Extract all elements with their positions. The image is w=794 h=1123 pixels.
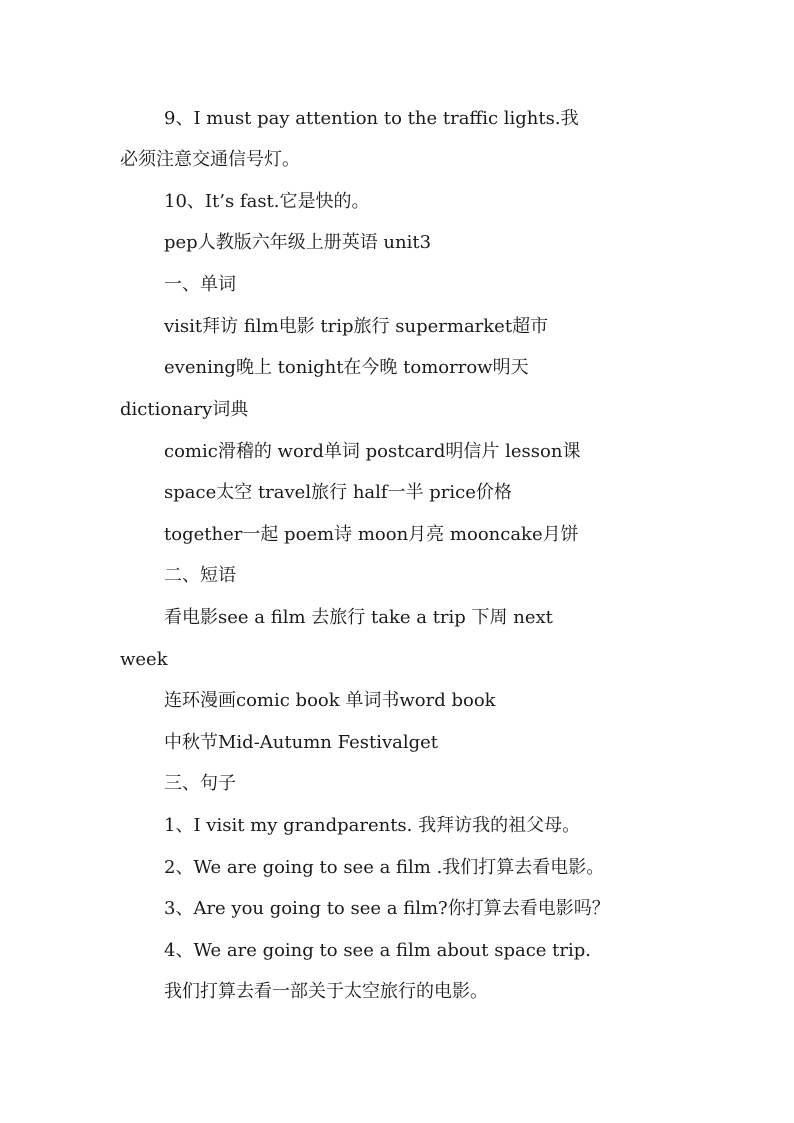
text-line: 9、I must pay attention to the traffic lights.我: [164, 108, 579, 129]
section-heading: 二、短语: [164, 565, 236, 586]
text-line: 3、Are you going to see a film?你打算去看电影吗？: [164, 898, 610, 919]
text-line: 看电影see a film 去旅行 take a trip 下周 next: [164, 607, 553, 628]
text-line: together一起 poem诗 moon月亮 mooncake月饼: [164, 524, 579, 545]
text-line: week: [120, 649, 168, 670]
text-line: visit拜访 film电影 trip旅行 supermarket超市: [164, 316, 549, 337]
section-heading: 三、句子: [164, 773, 236, 794]
text-line: 4、We are going to see a film about space trip.: [164, 940, 592, 961]
text-line: evening晚上 tonight在今晚 tomorrow明天: [164, 357, 529, 378]
text-line: 必须注意交通信号灯。: [120, 149, 300, 170]
text-line: 10、It’s fast.它是快的。: [164, 191, 370, 212]
text-line: 中秋节Mid-Autumn Festivalget: [164, 732, 439, 753]
section-title: pep人教版六年级上册英语 unit3: [164, 232, 432, 253]
text-line: 1、I visit my grandparents. 我拜访我的祖父母。: [164, 815, 581, 836]
text-line: 我们打算去看一部关于太空旅行的电影。: [164, 981, 488, 1002]
section-heading: 一、单词: [164, 274, 236, 295]
text-line: comic滑稽的 word单词 postcard明信片 lesson课: [164, 441, 581, 462]
text-line: 2、We are going to see a film .我们打算去看电影。: [164, 857, 605, 878]
text-line: space太空 travel旅行 half一半 price价格: [164, 482, 512, 503]
text-line: 连环漫画comic book 单词书word book: [164, 690, 496, 711]
text-line: dictionary词典: [120, 399, 249, 420]
